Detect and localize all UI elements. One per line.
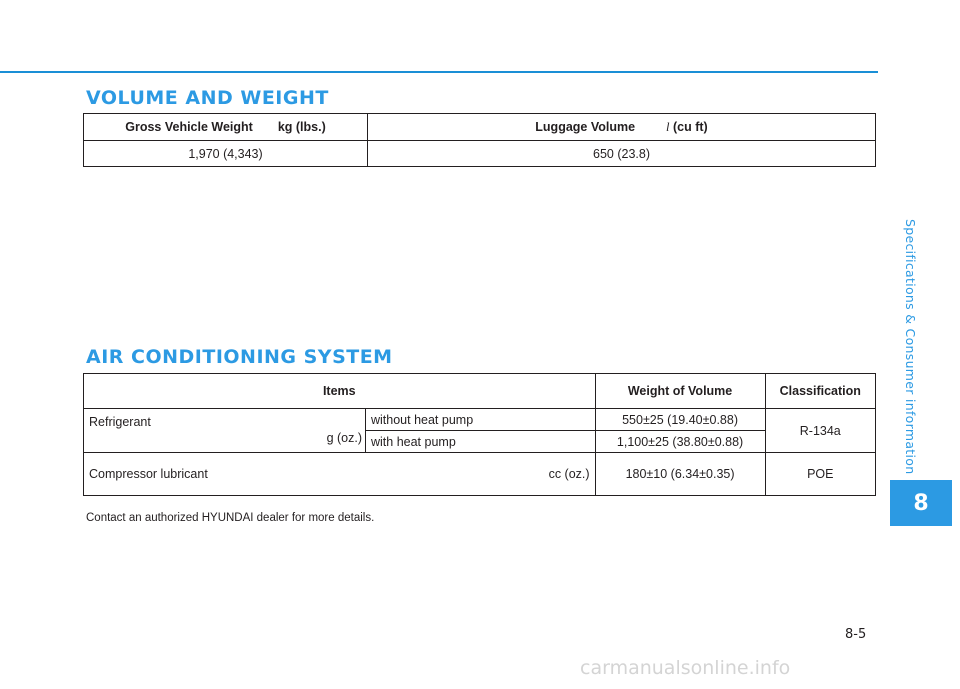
luggage-volume-label: Luggage Volume [535,119,636,134]
volume-weight-table [83,113,876,167]
gross-weight-value: 1,970 (4,343) [84,141,368,167]
refrigerant-label: Refrigerant [89,415,151,429]
air-conditioning-table [83,373,876,496]
table-header-row [84,114,876,141]
compressor-amount: 180±10 (6.34±0.35) [595,453,765,496]
luggage-volume-unit: (cu ft) [673,119,708,134]
gross-weight-header [84,114,368,141]
chapter-tab [890,480,952,526]
chapter-title: Specifications & Consumer information [903,219,918,475]
gross-weight-unit: kg (lbs.) [277,120,326,134]
table-row [84,141,876,167]
compressor-label: Compressor lubricant [89,467,208,481]
gross-weight-label: Gross Vehicle Weight [125,120,253,134]
chapter-number: 8 [913,490,929,516]
header-rule [0,71,878,73]
compressor-unit: cc (oz.) [548,467,590,481]
classification-header: Classification [765,374,875,409]
dealer-note: Contact an authorized HYUNDAI dealer for more details. [86,512,375,524]
luggage-volume-header [368,114,876,141]
table-row [84,453,876,496]
refrigerant-type-1: without heat pump [366,409,596,431]
luggage-volume-value: 650 (23.8) [368,141,876,167]
liter-symbol: l [666,119,670,134]
volume-weight-title: VOLUME AND WEIGHT [86,87,329,109]
weight-header: Weight of Volume [595,374,765,409]
refrigerant-amount-1: 550±25 (19.40±0.88) [595,409,765,431]
air-conditioning-title: AIR CONDITIONING SYSTEM [86,346,393,368]
table-row [84,409,876,431]
table-header-row [84,374,876,409]
compressor-classification: POE [765,453,875,496]
refrigerant-type-2: with heat pump [366,431,596,453]
watermark: carmanualsonline.info [580,657,791,679]
items-header: Items [84,374,596,409]
refrigerant-amount-2: 1,100±25 (38.80±0.88) [595,431,765,453]
page-number: 8-5 [845,627,867,642]
refrigerant-classification: R-134a [765,409,875,453]
compressor-cell [84,453,596,496]
refrigerant-cell [84,409,366,453]
refrigerant-unit: g (oz.) [326,431,362,445]
